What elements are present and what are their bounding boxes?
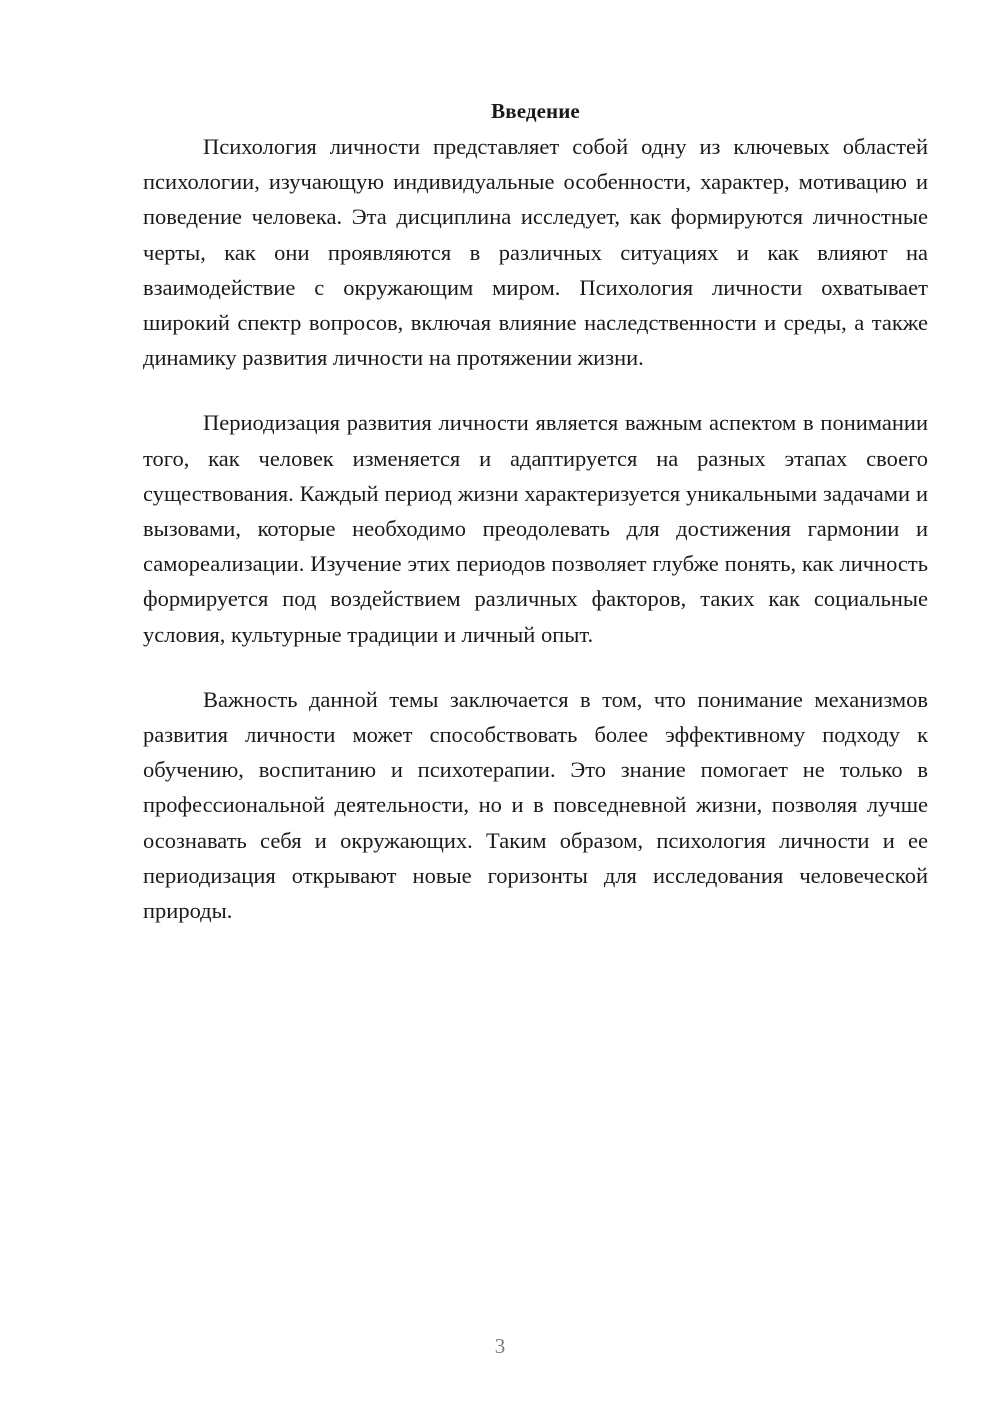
page-number: 3 [494,1334,506,1358]
page-content [143,94,928,958]
paragraph-1: Психология личности представляет собой одну из ключевых областей психологии, изучающую индивидуальные особенности, характер, мотивацию и поведение человека. Эта дисциплина исследует, как формируются личностные черты, как они проявляются в различных ситуациях и как влияют на взаимодействие с окружающим миром. Психология личности охватывает широкий спектр вопросов, включая влияние наследственности и среды, а также динамику развития личности на протяжении жизни. [143,134,928,371]
section-title: Введение [491,99,580,123]
paragraph-2: Периодизация развития личности является важным аспектом в понимании того, как человек изменяется и адаптируется на разных этапах своего существования. Каждый период жизни характеризуется уникальными задачами и вызовами, которые необходимо преодолевать для достижения гармонии и самореализации. Изучение этих периодов позволяет глубже понять, как личность формируется под воздействием различных факторов, таких как социальные условия, культурные традиции и личный опыт. [143,410,928,647]
paragraph-3: Важность данной темы заключается в том, что понимание механизмов развития личности может способствовать более эффективному подходу к обучению, воспитанию и психотерапии. Это знание помогает не только в профессиональной деятельности, но и в повседневной жизни, позволяя лучше осознавать себя и окружающих. Таким образом, психология личности и ее периодизация открывают новые горизонты для исследования человеческой природы. [143,686,928,924]
